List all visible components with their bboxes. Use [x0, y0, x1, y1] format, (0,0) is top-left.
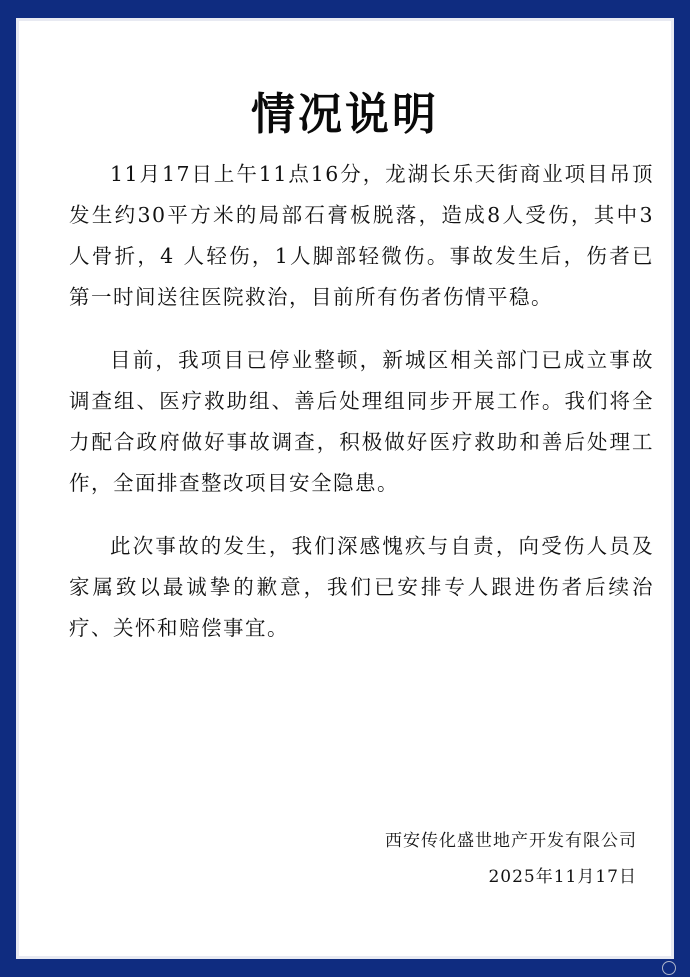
paragraph-3: 此次事故的发生，我们深感愧疚与自责，向受伤人员及家属致以最诚挚的歉意，我们已安排专人跟进伤者后续治疗、关怀和赔偿事宜。: [69, 534, 654, 640]
paragraph-1: 11月17日上午11点16分，龙湖长乐天街商业项目吊顶发生约30平方米的局部石膏板脱落，造成8人受伤，其中3人骨折，4 人轻伤，1人脚部轻微伤。事故发生后，伤者已第一时间送往医院救治，目前所有伤者伤情平稳。: [69, 162, 654, 309]
document-title: 情况说明: [251, 89, 439, 140]
watermark: [662, 961, 676, 975]
paragraph-2: 目前，我项目已停业整顿，新城区相关部门已成立事故调查组、医疗救助组、善后处理组同步开展工作。我们将全力配合政府做好事故调查，积极做好医疗救助和善后处理工作，全面排查整改项目安全隐患。: [69, 348, 654, 495]
signature-block: [385, 823, 637, 895]
company-name: 西安传化盛世地产开发有限公司: [385, 831, 637, 851]
issue-date: 2025年11月17日: [488, 867, 637, 887]
weibo-logo-icon: [662, 961, 676, 975]
document-body: [69, 154, 654, 671]
notice-page: [16, 18, 674, 959]
